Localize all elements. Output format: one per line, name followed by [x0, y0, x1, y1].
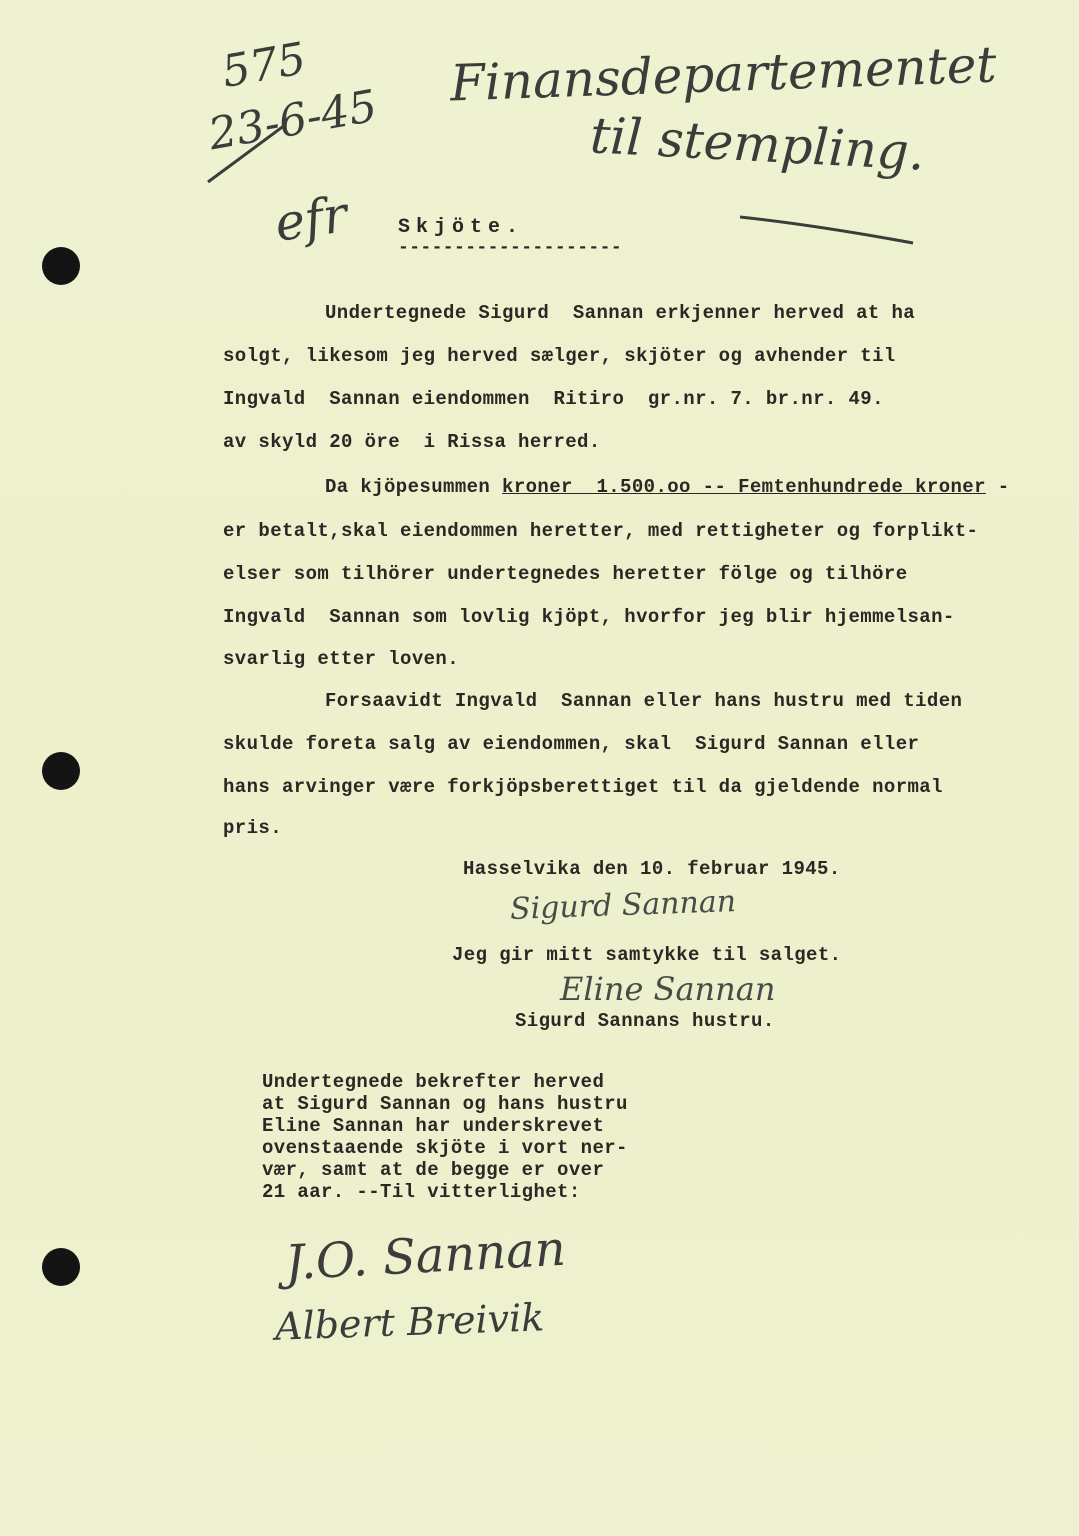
- punch-hole-top: [42, 247, 80, 285]
- paragraph3-line3: hans arvinger være forkjöpsberettiget til da gjeldende normal: [223, 776, 943, 798]
- paragraph3-line4: pris.: [223, 817, 283, 839]
- witness-line6: 21 aar. --Til vitterlighet:: [262, 1181, 581, 1203]
- signature-sigurd-sannan: Sigurd Sannan: [509, 884, 737, 927]
- paragraph2-line1: [325, 476, 1010, 498]
- witness-line4: ovenstaaende skjöte i vort ner-: [262, 1137, 628, 1159]
- signature-witness-2: Albert Breivik: [274, 1295, 545, 1349]
- paragraph2-line4: Ingvald Sannan som lovlig kjöpt, hvorfor jeg blir hjemmelsan-: [223, 606, 955, 628]
- paragraph1-line3: Ingvald Sannan eiendommen Ritiro gr.nr. 7. br.nr. 49.: [223, 388, 884, 410]
- paragraph1-line2: solgt, likesom jeg herved sælger, skjöter og avhender til: [223, 345, 896, 367]
- handwritten-department-line2: til stempling.: [588, 106, 927, 182]
- handwritten-number: 575: [218, 33, 310, 98]
- place-and-date: Hasselvika den 10. februar 1945.: [463, 858, 841, 880]
- paragraph2-line1-suffix: -: [985, 476, 1010, 498]
- handwritten-date: 23-6-45: [204, 80, 381, 161]
- paragraph3-line2: skulde foreta salg av eiendommen, skal Sigurd Sannan eller: [223, 733, 920, 755]
- paragraph2-line1-prefix: Da kjöpesummen: [325, 476, 503, 498]
- witness-line2: at Sigurd Sannan og hans hustru: [262, 1093, 628, 1115]
- document-title: Skjöte.: [398, 216, 525, 239]
- handwritten-dash-stroke: [735, 205, 920, 250]
- paragraph3-line1: Forsaavidt Ingvald Sannan eller hans hustru med tiden: [325, 690, 963, 712]
- paragraph1-line1: Undertegnede Sigurd Sannan erkjenner herved at ha: [325, 302, 916, 324]
- handwritten-slash-stroke: [200, 120, 290, 190]
- signature-witness-1: J.O. Sannan: [283, 1220, 567, 1292]
- title-underline-rule: --------------------: [398, 238, 623, 258]
- paragraph2-line5: svarlig etter loven.: [223, 648, 460, 670]
- handwritten-initials: efr: [271, 185, 351, 253]
- paragraph2-line3: elser som tilhörer undertegnedes heretter fölge og tilhöre: [223, 563, 908, 585]
- signature-eline-sannan: Eline Sannan: [560, 970, 776, 1008]
- paragraph2-line2: er betalt,skal eiendommen heretter, med rettigheter og forplikt-: [223, 520, 979, 542]
- purchase-amount: kroner 1.500.oo -- Femtenhundrede kroner: [502, 476, 986, 498]
- witness-line3: Eline Sannan har underskrevet: [262, 1115, 605, 1137]
- punch-hole-bottom: [42, 1248, 80, 1286]
- punch-hole-middle: [42, 752, 80, 790]
- paragraph1-line4: av skyld 20 öre i Rissa herred.: [223, 431, 601, 453]
- witness-line5: vær, samt at de begge er over: [262, 1159, 605, 1181]
- handwritten-department-line1: Finansdepartementet: [449, 35, 998, 113]
- witness-line1: Undertegnede bekrefter herved: [262, 1071, 605, 1093]
- consent-statement: Jeg gir mitt samtykke til salget.: [452, 944, 842, 966]
- spouse-caption: Sigurd Sannans hustru.: [515, 1010, 775, 1032]
